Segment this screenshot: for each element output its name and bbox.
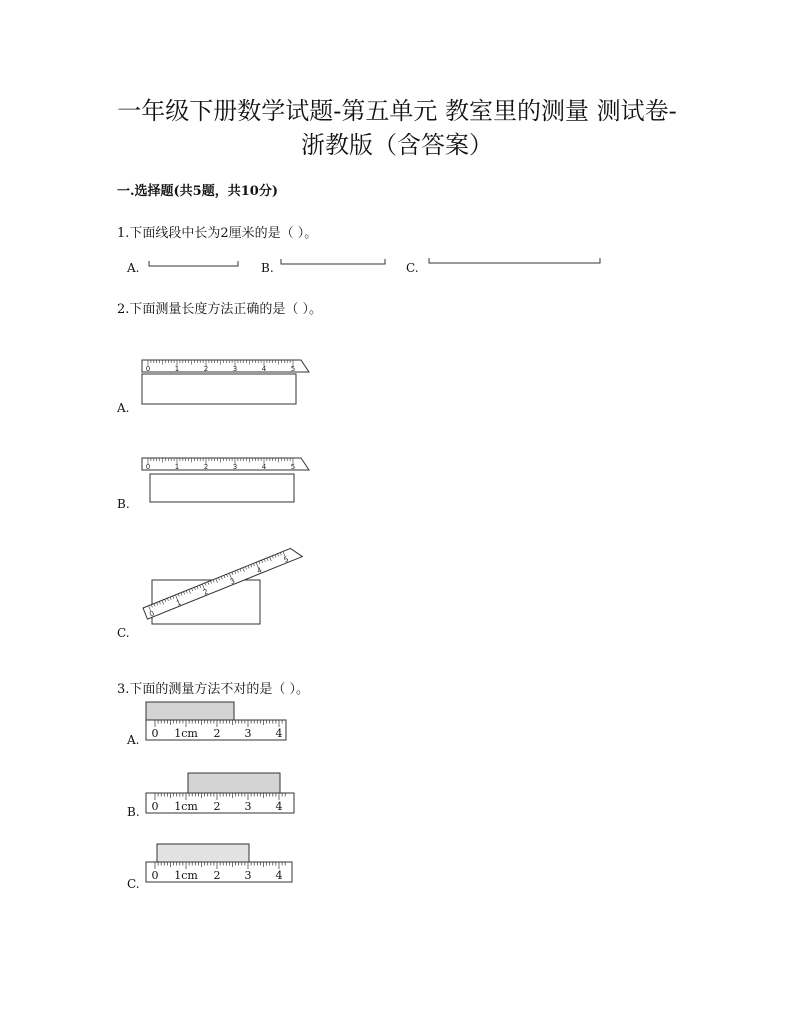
- q3-b-tick-label: 4: [275, 800, 283, 813]
- q3-b-tick-label: 0: [151, 800, 159, 813]
- q2-a-tick-label: 5: [290, 365, 296, 373]
- q2-a-tick-label: 0: [145, 365, 151, 373]
- q3-c-ruler: [146, 862, 292, 882]
- q2-a-tick-label: 3: [232, 365, 238, 373]
- q3-b-ruler: [146, 793, 294, 813]
- question-1-text: 1.下面线段中长为2厘米的是（ ）。: [117, 226, 318, 241]
- q2-b-tick-label: 0: [145, 463, 151, 471]
- document-title-line1: 一年级下册数学试题-第五单元 教室里的测量 测试卷-: [117, 97, 677, 125]
- q2-option-b-label: B.: [117, 497, 130, 511]
- q3-c-tick-label: 3: [244, 869, 252, 882]
- q3-a-tick-label: 3: [244, 727, 252, 740]
- q2-b-tick-label: 3: [232, 463, 238, 471]
- q2-c-tick-label: 0: [148, 609, 156, 619]
- q3-a-tick-label: 4: [275, 727, 283, 740]
- q3-a-ruler: [146, 720, 286, 740]
- q3-c-tick-label: 1cm: [174, 869, 198, 882]
- q2-c-tick-label: 5: [282, 555, 290, 565]
- q3-c-bar: [157, 844, 249, 862]
- q3-c-tick-label: 4: [275, 869, 283, 882]
- q1-option-a-label: A.: [127, 261, 140, 275]
- q3-b-tick-label: 3: [244, 800, 252, 813]
- q3-c-figure: [146, 844, 292, 882]
- question-3-text: 3.下面的测量方法不对的是（ ）。: [117, 682, 310, 697]
- q3-b-bar: [188, 773, 280, 793]
- q2-b-tick-label: 5: [290, 463, 296, 471]
- q3-b-figure: [146, 773, 294, 813]
- q2-c-tick-label: 3: [229, 576, 237, 587]
- question-2-text: 2.下面测量长度方法正确的是（ ）。: [117, 302, 323, 317]
- q3-b-tick-label: 2: [213, 800, 221, 813]
- q3-a-tick-label: 2: [213, 727, 221, 740]
- q2-c-tick-label: 2: [202, 587, 210, 597]
- q3-option-b-label: B.: [127, 805, 140, 819]
- q3-c-tick-label: 0: [151, 869, 159, 882]
- section-heading: 一.选择题(共5题，共10分): [117, 184, 278, 199]
- q2-a-tick-label: 4: [261, 365, 267, 373]
- q2-b-tick-label: 2: [203, 463, 209, 471]
- q3-a-figure: [146, 702, 286, 740]
- q3-a-tick-label: 1cm: [174, 727, 198, 740]
- q2-option-a-label: A.: [117, 401, 130, 415]
- q2-option-c-label: C.: [117, 626, 130, 640]
- q3-a-tick-label: 0: [151, 727, 159, 740]
- q3-c-tick-label: 2: [213, 869, 221, 882]
- q2-c-tick-label: 4: [255, 566, 264, 576]
- q2-b-tick-label: 1: [174, 463, 180, 471]
- q3-option-c-label: C.: [127, 877, 140, 891]
- q2-c-tick-label: 1: [175, 598, 183, 608]
- q2-b-tick-label: 4: [261, 463, 267, 471]
- q3-b-tick-label: 1cm: [174, 800, 198, 813]
- q2-a-tick-label: 1: [174, 365, 180, 373]
- document-title-line2: 浙教版（含答案）: [301, 131, 493, 159]
- q3-a-bar: [146, 702, 234, 720]
- q2-a-tick-label: 2: [203, 365, 209, 373]
- q1-option-c-label: C.: [406, 261, 419, 275]
- q1-option-b-label: B.: [261, 261, 274, 275]
- q3-option-a-label: A.: [127, 733, 140, 747]
